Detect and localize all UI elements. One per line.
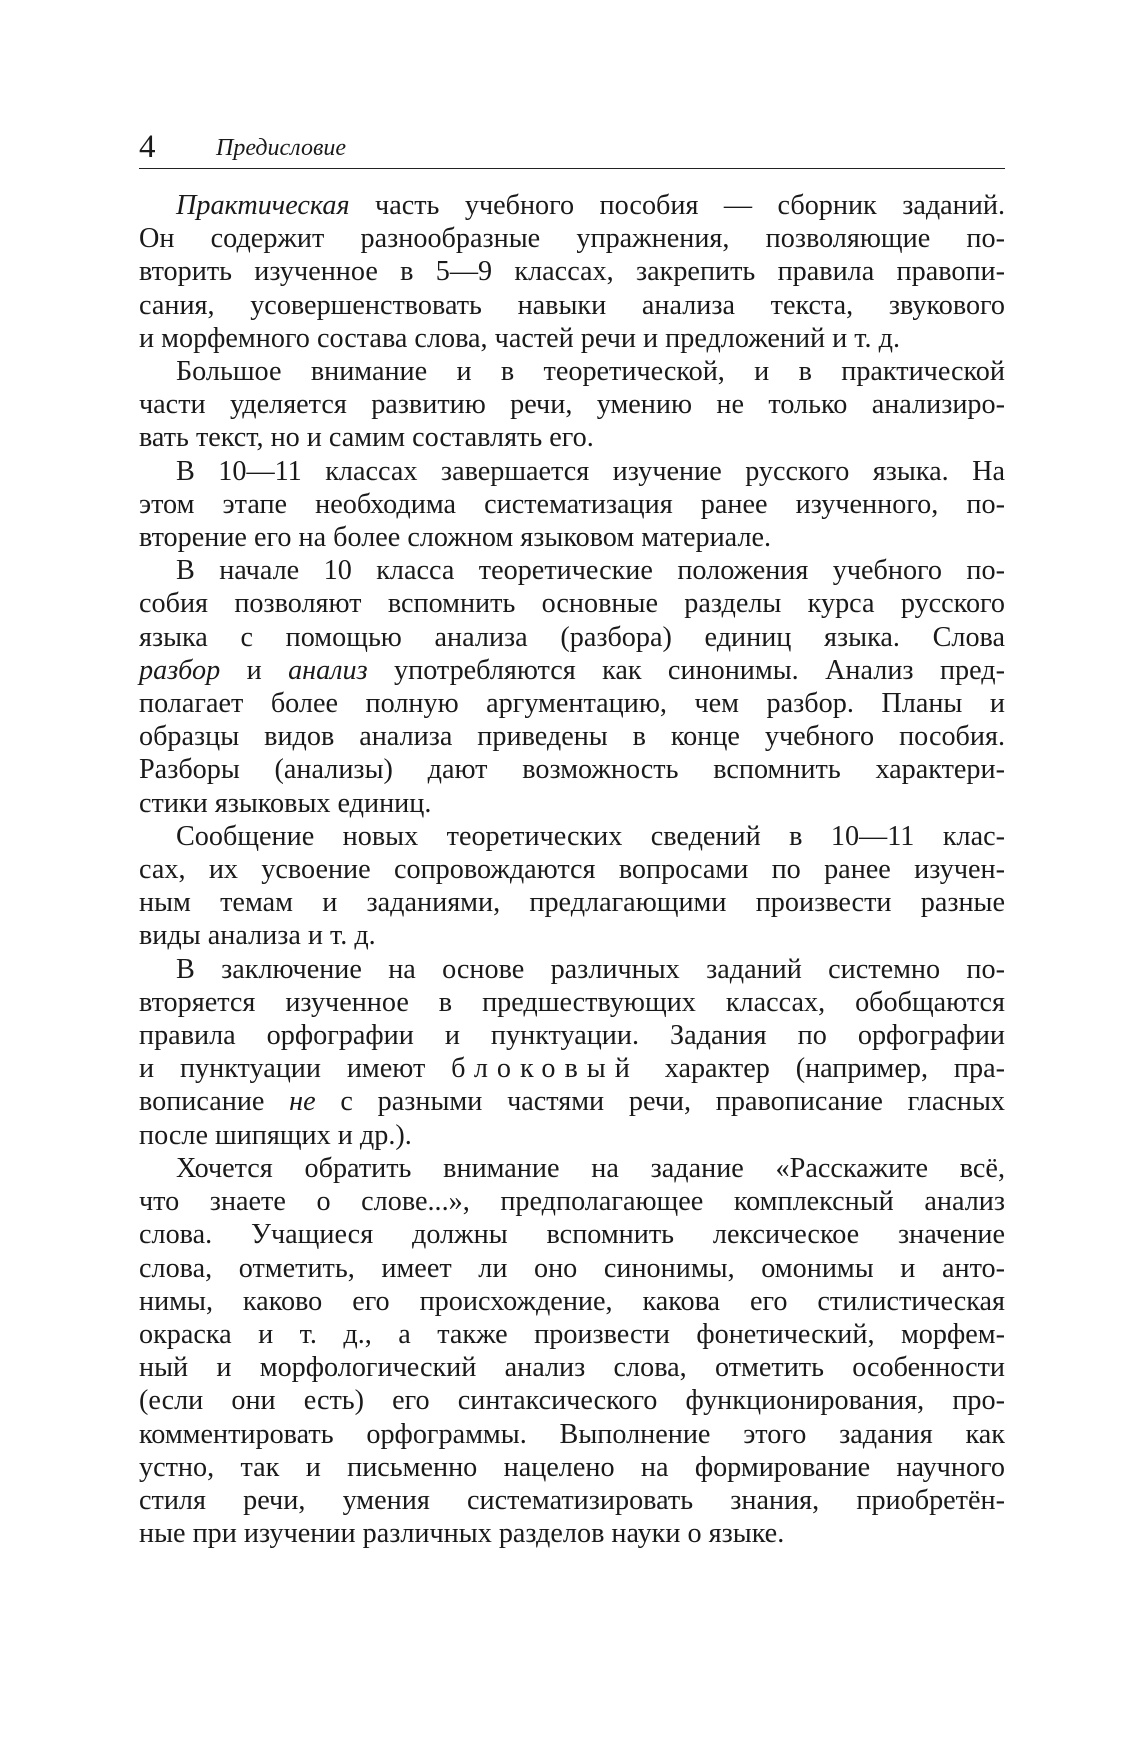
paragraph (139, 455, 1005, 555)
text-line: Хочется обратить внимание на задание «Расскажите всё, (176, 1152, 1005, 1184)
text-line: языка с помощью анализа (разбора) единиц языка. Слова (139, 621, 1005, 653)
text-line: сания, усовершенствовать навыки анализа текста, звукового (139, 289, 1005, 321)
text-line: Большое внимание и в теоретической, и в практической (176, 356, 1005, 388)
text-line: полагает более полную аргументацию, чем разбор. Планы и (139, 688, 1005, 720)
italic-term: разбор (139, 654, 221, 686)
text-line: Разборы (анализы) дают возможность вспомнить характери- (139, 754, 1005, 786)
text-line: вторение его на более сложном языковом материале. (139, 522, 772, 554)
text-line: комментировать орфограммы. Выполнение этого задания как (139, 1418, 1005, 1450)
paragraph (139, 820, 1005, 953)
text-line: В начале 10 класса теоретические положения учебного по- (176, 555, 1005, 587)
book-page (139, 128, 1005, 1550)
body-text (139, 189, 1005, 1550)
text-line: В 10—11 классах завершается изучение русского языка. На (176, 455, 1005, 487)
italic-term: Практическая (176, 190, 350, 221)
paragraph (139, 355, 1005, 455)
text-line: после шипящих и др.). (139, 1119, 412, 1151)
text-line: собия позволяют вспомнить основные разделы курса русского (139, 588, 1005, 620)
text-line: ным темам и заданиями, предлагающими произвести разные (139, 887, 1005, 919)
italic-term: не (289, 1086, 316, 1118)
text-line: вать текст, но и самим составлять его. (139, 422, 594, 454)
text-line: В заключение на основе различных заданий системно по- (176, 953, 1005, 985)
text-line: ные при изучении различных разделов науки о языке. (139, 1518, 785, 1550)
text-line: Он содержит разнообразные упражнения, позволяющие по- (139, 223, 1005, 255)
text-line: правила орфографии и пунктуации. Задания по орфографии (139, 1020, 1005, 1052)
text-line: стиля речи, умения систематизировать знания, приобретён- (139, 1484, 1005, 1516)
text-line: (если они есть) его синтаксического функционирования, про- (139, 1385, 1005, 1417)
text-line: слова. Учащиеся должны вспомнить лексическое значение (139, 1219, 1005, 1251)
text-line: и морфемного состава слова, частей речи и предложений и т. д. (139, 322, 900, 354)
text-line: вторить изученное в 5—9 классах, закрепить правила правопи- (139, 256, 1005, 288)
text-line: образцы видов анализа приведены в конце учебного пособия. (139, 721, 1005, 753)
text-line: виды анализа и т. д. (139, 920, 376, 952)
text-line: и пунктуации имеют блоковый характер (например, пра- (139, 1053, 1005, 1085)
text-line: Практическая часть учебного пособия — сборник заданий. (176, 190, 1005, 221)
text-line: вторяется изученное в предшествующих классах, обобщаются (139, 986, 1005, 1018)
text-line: ный и морфологический анализ слова, отметить особенности (139, 1352, 1005, 1384)
italic-term: анализ (288, 654, 368, 686)
paragraph (139, 554, 1005, 820)
text-line: этом этапе необходима систематизация ранее изученного, по- (139, 488, 1005, 520)
paragraph (139, 189, 1005, 355)
text-line: сах, их усвоение сопровождаются вопросами по ранее изучен- (139, 854, 1005, 886)
text-line: нимы, каково его происхождение, какова его стилистическая (139, 1285, 1005, 1317)
page-number: 4 (139, 129, 156, 165)
text-line: устно, так и письменно нацелено на формирование научного (139, 1451, 1005, 1483)
text-line: слова, отметить, имеет ли оно синонимы, омонимы и анто- (139, 1252, 1005, 1284)
text-line: окраска и т. д., а также произвести фонетический, морфем- (139, 1318, 1005, 1350)
spaced-term: блоковый (451, 1053, 639, 1085)
section-title: Предисловие (216, 135, 347, 161)
text-line: что знаете о слове...», предполагающее комплексный анализ (139, 1186, 1005, 1218)
text-line: части уделяется развитию речи, умению не только анализиро- (139, 389, 1005, 421)
paragraph (139, 953, 1005, 1152)
text-line: Сообщение новых теоретических сведений в 10—11 клас- (176, 820, 1005, 852)
text-line: вописание не с разными частями речи, правописание гласных (139, 1086, 1005, 1118)
text-line: стики языковых единиц. (139, 787, 432, 819)
running-head (139, 128, 1005, 169)
paragraph (139, 1152, 1005, 1550)
text-line: разбор и анализ употребляются как синонимы. Анализ пред- (139, 654, 1006, 686)
